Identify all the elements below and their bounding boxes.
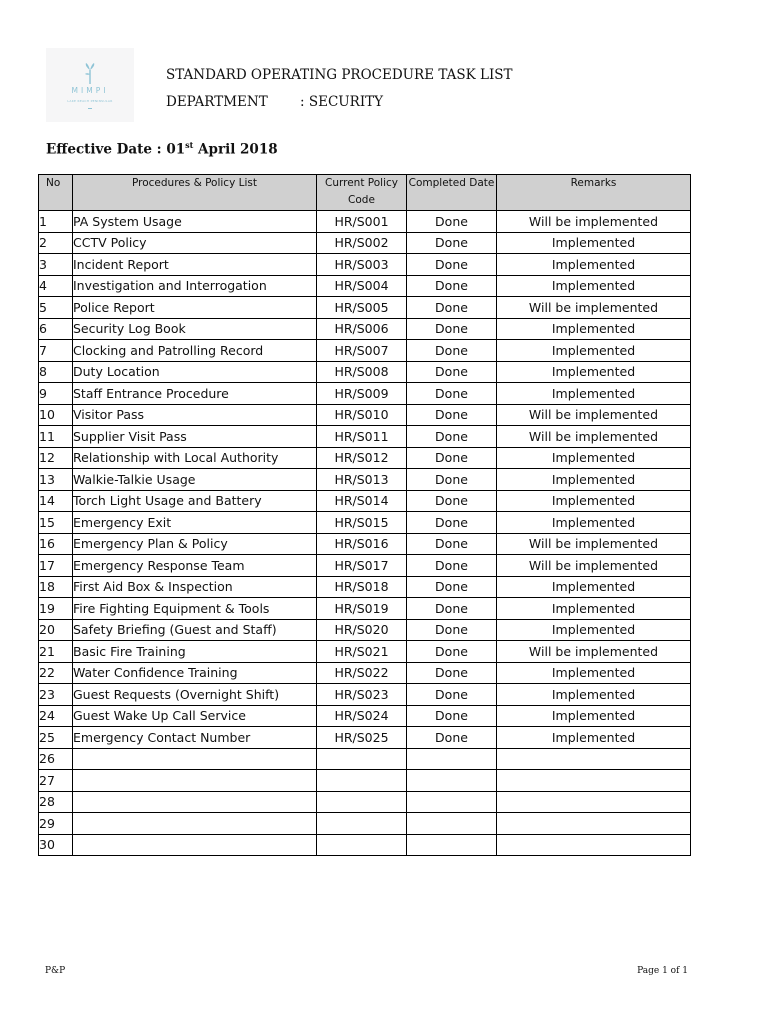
cell-procedure: Walkie-Talkie Usage [73, 469, 317, 491]
cell-policy-code: HR/S007 [317, 340, 407, 362]
cell-policy-code: HR/S020 [317, 619, 407, 641]
table-body [39, 211, 691, 856]
column-header-code: Current Policy Code [317, 175, 407, 211]
table-row [39, 748, 691, 770]
cell-completed-date: Done [407, 598, 497, 620]
cell-policy-code: HR/S025 [317, 727, 407, 749]
table-row [39, 426, 691, 448]
cell-procedure: PA System Usage [73, 211, 317, 233]
cell-no: 6 [39, 318, 73, 340]
cell-remarks [497, 813, 691, 835]
cell-remarks: Implemented [497, 598, 691, 620]
cell-no: 27 [39, 770, 73, 792]
cell-no: 1 [39, 211, 73, 233]
cell-completed-date [407, 834, 497, 856]
cell-completed-date [407, 791, 497, 813]
cell-remarks: Implemented [497, 361, 691, 383]
cell-procedure: Guest Wake Up Call Service [73, 705, 317, 727]
table-row [39, 490, 691, 512]
cell-remarks: Implemented [497, 340, 691, 362]
cell-no: 12 [39, 447, 73, 469]
cell-no: 10 [39, 404, 73, 426]
table-row [39, 619, 691, 641]
cell-policy-code [317, 770, 407, 792]
footer-page-number: Page 1 of 1 [637, 966, 688, 976]
cell-no: 21 [39, 641, 73, 663]
cell-procedure [73, 770, 317, 792]
cell-policy-code: HR/S004 [317, 275, 407, 297]
table-row [39, 834, 691, 856]
department-label: DEPARTMENT [166, 94, 268, 110]
cell-procedure: Visitor Pass [73, 404, 317, 426]
cell-completed-date: Done [407, 662, 497, 684]
cell-no: 26 [39, 748, 73, 770]
cell-remarks: Implemented [497, 576, 691, 598]
cell-completed-date: Done [407, 512, 497, 534]
cell-policy-code: HR/S005 [317, 297, 407, 319]
company-logo [46, 48, 134, 122]
effective-date-suffix: April 2018 [193, 141, 278, 158]
cell-policy-code: HR/S015 [317, 512, 407, 534]
cell-remarks: Implemented [497, 232, 691, 254]
cell-completed-date: Done [407, 232, 497, 254]
table-row [39, 641, 691, 663]
cell-policy-code: HR/S009 [317, 383, 407, 405]
cell-policy-code: HR/S001 [317, 211, 407, 233]
cell-no: 30 [39, 834, 73, 856]
cell-remarks: Implemented [497, 662, 691, 684]
cell-completed-date: Done [407, 340, 497, 362]
cell-no: 2 [39, 232, 73, 254]
cell-completed-date: Done [407, 426, 497, 448]
table-row [39, 275, 691, 297]
column-header-procedure: Procedures & Policy List [73, 175, 317, 211]
cell-no: 7 [39, 340, 73, 362]
table-row [39, 705, 691, 727]
table-header-row [39, 175, 691, 211]
cell-completed-date: Done [407, 469, 497, 491]
cell-no: 3 [39, 254, 73, 276]
cell-remarks [497, 834, 691, 856]
cell-completed-date: Done [407, 727, 497, 749]
cell-completed-date: Done [407, 684, 497, 706]
cell-remarks: Implemented [497, 727, 691, 749]
cell-completed-date: Done [407, 254, 497, 276]
cell-policy-code: HR/S019 [317, 598, 407, 620]
cell-completed-date [407, 748, 497, 770]
cell-policy-code: HR/S021 [317, 641, 407, 663]
cell-no: 17 [39, 555, 73, 577]
cell-policy-code: HR/S013 [317, 469, 407, 491]
table-row [39, 791, 691, 813]
cell-no: 11 [39, 426, 73, 448]
cell-procedure: Guest Requests (Overnight Shift) [73, 684, 317, 706]
table-row [39, 447, 691, 469]
cell-remarks: Will be implemented [497, 211, 691, 233]
table-row [39, 512, 691, 534]
department-value: : SECURITY [300, 94, 384, 110]
cell-remarks: Will be implemented [497, 426, 691, 448]
cell-policy-code [317, 834, 407, 856]
cell-policy-code: HR/S014 [317, 490, 407, 512]
cell-completed-date [407, 813, 497, 835]
table-row [39, 232, 691, 254]
table-row [39, 770, 691, 792]
cell-procedure: Investigation and Interrogation [73, 275, 317, 297]
cell-no: 14 [39, 490, 73, 512]
cell-policy-code: HR/S016 [317, 533, 407, 555]
cell-completed-date: Done [407, 533, 497, 555]
table-row [39, 383, 691, 405]
table-row [39, 576, 691, 598]
cell-no: 19 [39, 598, 73, 620]
table-row [39, 318, 691, 340]
cell-procedure: Water Confidence Training [73, 662, 317, 684]
cell-procedure: Duty Location [73, 361, 317, 383]
cell-no: 4 [39, 275, 73, 297]
table-row [39, 662, 691, 684]
cell-policy-code: HR/S017 [317, 555, 407, 577]
cell-procedure: Incident Report [73, 254, 317, 276]
table-row [39, 727, 691, 749]
cell-remarks: Will be implemented [497, 555, 691, 577]
cell-remarks: Implemented [497, 684, 691, 706]
cell-remarks: Implemented [497, 318, 691, 340]
footer-left: P&P [45, 966, 66, 976]
cell-no: 9 [39, 383, 73, 405]
cell-completed-date [407, 770, 497, 792]
sop-task-table [38, 174, 691, 856]
column-header-no: No [39, 175, 73, 211]
cell-procedure: Security Log Book [73, 318, 317, 340]
cell-procedure: Supplier Visit Pass [73, 426, 317, 448]
cell-no: 23 [39, 684, 73, 706]
table-row [39, 684, 691, 706]
cell-completed-date: Done [407, 318, 497, 340]
cell-policy-code: HR/S024 [317, 705, 407, 727]
cell-policy-code: HR/S012 [317, 447, 407, 469]
cell-completed-date: Done [407, 211, 497, 233]
cell-policy-code: HR/S018 [317, 576, 407, 598]
table-row [39, 813, 691, 835]
cell-policy-code: HR/S022 [317, 662, 407, 684]
cell-no: 24 [39, 705, 73, 727]
cell-remarks: Will be implemented [497, 404, 691, 426]
cell-policy-code [317, 748, 407, 770]
cell-remarks: Will be implemented [497, 297, 691, 319]
cell-completed-date: Done [407, 641, 497, 663]
effective-date-ordinal: st [185, 140, 194, 150]
cell-no: 29 [39, 813, 73, 835]
logo-dash [88, 108, 92, 109]
table-row [39, 254, 691, 276]
cell-procedure: Staff Entrance Procedure [73, 383, 317, 405]
cell-completed-date: Done [407, 404, 497, 426]
cell-completed-date: Done [407, 383, 497, 405]
cell-procedure: Clocking and Patrolling Record [73, 340, 317, 362]
cell-procedure: Emergency Exit [73, 512, 317, 534]
table-row [39, 469, 691, 491]
cell-completed-date: Done [407, 619, 497, 641]
cell-remarks [497, 748, 691, 770]
cell-no: 13 [39, 469, 73, 491]
cell-procedure: Fire Fighting Equipment & Tools [73, 598, 317, 620]
cell-no: 8 [39, 361, 73, 383]
table-row [39, 598, 691, 620]
cell-procedure: Emergency Plan & Policy [73, 533, 317, 555]
cell-completed-date: Done [407, 297, 497, 319]
logo-flower-icon [82, 62, 98, 84]
logo-brand-text: MIMPI [71, 86, 109, 95]
cell-policy-code: HR/S002 [317, 232, 407, 254]
column-header-remarks: Remarks [497, 175, 691, 211]
logo-tagline: LAKE REACH PENINSULAR [67, 99, 113, 103]
cell-policy-code: HR/S011 [317, 426, 407, 448]
cell-no: 28 [39, 791, 73, 813]
cell-no: 22 [39, 662, 73, 684]
cell-procedure: First Aid Box & Inspection [73, 576, 317, 598]
table-row [39, 404, 691, 426]
effective-date [46, 140, 278, 158]
cell-policy-code [317, 791, 407, 813]
cell-completed-date: Done [407, 447, 497, 469]
cell-procedure: CCTV Policy [73, 232, 317, 254]
cell-policy-code: HR/S003 [317, 254, 407, 276]
department-line [166, 94, 383, 110]
table-row [39, 361, 691, 383]
cell-procedure: Torch Light Usage and Battery [73, 490, 317, 512]
cell-procedure [73, 748, 317, 770]
cell-remarks: Implemented [497, 469, 691, 491]
cell-remarks: Implemented [497, 490, 691, 512]
column-header-completed: Completed Date [407, 175, 497, 211]
cell-policy-code [317, 813, 407, 835]
cell-procedure: Relationship with Local Authority [73, 447, 317, 469]
cell-remarks: Implemented [497, 619, 691, 641]
cell-no: 16 [39, 533, 73, 555]
cell-remarks: Implemented [497, 705, 691, 727]
cell-remarks: Will be implemented [497, 641, 691, 663]
cell-procedure: Safety Briefing (Guest and Staff) [73, 619, 317, 641]
cell-no: 20 [39, 619, 73, 641]
cell-remarks: Implemented [497, 275, 691, 297]
cell-no: 25 [39, 727, 73, 749]
cell-no: 18 [39, 576, 73, 598]
cell-procedure [73, 791, 317, 813]
cell-no: 5 [39, 297, 73, 319]
cell-remarks: Implemented [497, 447, 691, 469]
cell-procedure [73, 834, 317, 856]
cell-completed-date: Done [407, 576, 497, 598]
cell-procedure: Emergency Contact Number [73, 727, 317, 749]
cell-policy-code: HR/S006 [317, 318, 407, 340]
cell-completed-date: Done [407, 275, 497, 297]
cell-completed-date: Done [407, 361, 497, 383]
table-row [39, 555, 691, 577]
cell-policy-code: HR/S023 [317, 684, 407, 706]
table-row [39, 297, 691, 319]
cell-remarks [497, 791, 691, 813]
cell-procedure: Police Report [73, 297, 317, 319]
cell-remarks: Implemented [497, 254, 691, 276]
table-row [39, 340, 691, 362]
cell-completed-date: Done [407, 555, 497, 577]
document-title: STANDARD OPERATING PROCEDURE TASK LIST [166, 67, 513, 83]
cell-no: 15 [39, 512, 73, 534]
cell-remarks: Implemented [497, 383, 691, 405]
cell-procedure [73, 813, 317, 835]
cell-completed-date: Done [407, 490, 497, 512]
cell-policy-code: HR/S010 [317, 404, 407, 426]
cell-remarks: Will be implemented [497, 533, 691, 555]
effective-date-prefix: Effective Date : 01 [46, 141, 186, 158]
cell-procedure: Emergency Response Team [73, 555, 317, 577]
cell-remarks [497, 770, 691, 792]
cell-remarks: Implemented [497, 512, 691, 534]
cell-completed-date: Done [407, 705, 497, 727]
cell-policy-code: HR/S008 [317, 361, 407, 383]
table-row [39, 211, 691, 233]
table-row [39, 533, 691, 555]
cell-procedure: Basic Fire Training [73, 641, 317, 663]
